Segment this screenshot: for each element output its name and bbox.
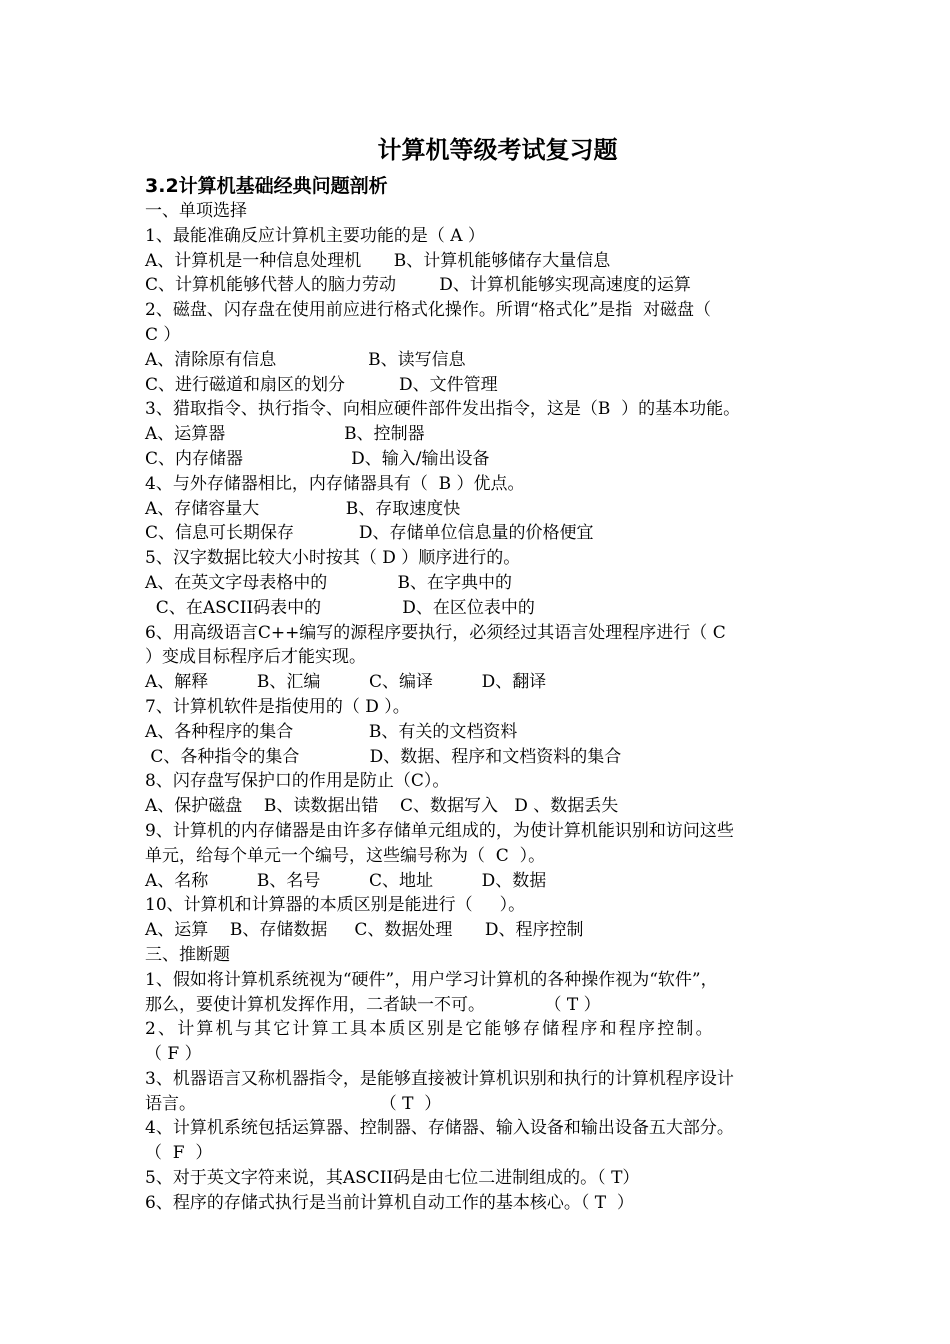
judgement-5: 5、对于英文字符来说，其ASCII码是由七位二进制组成的。（ T）: [145, 1168, 640, 1189]
question-6: 6、用高级语言C++编写的源程序要执行，必须经过其语言处理程序进行（ C: [145, 622, 726, 643]
judgement-4: 4、计算机系统包括运算器、控制器、存储器、输入设备和输出设备五大部分。: [145, 1118, 734, 1139]
question-10: 10、计算机和计算器的本质区别是能进行（ ）。: [145, 895, 526, 916]
question-4-options-cd: C、信息可长期保存 D、存储单位信息量的价格便宜: [145, 523, 594, 544]
question-2-options-ab: A、清除原有信息 B、读写信息: [145, 349, 466, 370]
question-5-options-cd: C、在ASCII码表中的 D、在区位表中的: [145, 597, 535, 618]
judgement-3: 3、机器语言又称机器指令，是能够直接被计算机识别和执行的计算机程序设计: [145, 1068, 734, 1089]
question-7-options-ab: A、各种程序的集合 B、有关的文档资料: [145, 721, 518, 742]
judgement-2-answer: （ F ）: [145, 1044, 202, 1065]
question-2-answer: C ）: [145, 324, 181, 345]
question-10-options: A、运算 B、存储数据 C、数据处理 D、程序控制: [145, 920, 584, 941]
question-5: 5、汉字数据比较大小时按其（ D ）顺序进行的。: [145, 548, 521, 569]
judgement-6: 6、程序的存储式执行是当前计算机自动工作的基本核心。（ T ）: [145, 1192, 634, 1213]
question-2-options-cd: C、进行磁道和扇区的划分 D、文件管理: [145, 374, 498, 395]
question-7-options-cd: C、各种指令的集合 D、数据、程序和文档资料的集合: [145, 746, 622, 767]
question-9-continued: 单元，给每个单元一个编号，这些编号称为（ C ）。: [145, 845, 546, 866]
question-3-options-ab: A、运算器 B、控制器: [145, 424, 425, 445]
question-9: 9、计算机的内存储器是由许多存储单元组成的，为使计算机能识别和访问这些: [145, 820, 734, 841]
question-2: 2、磁盘、闪存盘在使用前应进行格式化操作。所谓“格式化”是指 对磁盘（: [145, 300, 712, 321]
judgement-4-answer: （ F ）: [145, 1143, 213, 1164]
question-9-options: A、名称 B、名号 C、地址 D、数据: [145, 870, 547, 891]
question-8: 8、闪存盘写保护口的作用是防止（C）。: [145, 771, 450, 792]
section-title: 3.2计算机基础经典问题剖析: [145, 175, 388, 197]
judgement-3-continued: 语言。 （ T ）: [145, 1093, 442, 1114]
question-8-options: A、保护磁盘 B、读数据出错 C、数据写入 D 、数据丢失: [145, 796, 619, 817]
judgement-2: 2、计算机与其它计算工具本质区别是它能够存储程序和程序控制。: [145, 1019, 715, 1040]
question-6-continued: ）变成目标程序后才能实现。: [145, 647, 366, 668]
question-5-options-ab: A、在英文字母表格中的 B、在字典中的: [145, 572, 513, 593]
line-heading-single-choice: 一、单项选择: [145, 201, 247, 221]
question-4: 4、与外存储器相比，内存储器具有（ B ）优点。: [145, 473, 525, 494]
question-6-options: A、解释 B、汇编 C、编译 D、翻译: [145, 672, 547, 693]
document-title: 计算机等级考试复习题: [377, 136, 618, 164]
question-1-options-ab: A、计算机是一种信息处理机 B、计算机能够储存大量信息: [145, 250, 611, 271]
question-1: 1、最能准确反应计算机主要功能的是（ A ）: [145, 225, 485, 246]
question-1-options-cd: C、计算机能够代替人的脑力劳动 D、计算机能够实现高速度的运算: [145, 275, 691, 296]
question-3: 3、猎取指令、执行指令、向相应硬件部件发出指令，这是（B ）的基本功能。: [145, 399, 741, 420]
question-4-options-ab: A、存储容量大 B、存取速度快: [145, 498, 461, 519]
line-heading-true-false: 三、推断题: [145, 944, 230, 965]
judgement-1-continued: 那么，要使计算机发挥作用，二者缺一不可。 （ T ）: [145, 994, 601, 1015]
question-3-options-cd: C、内存储器 D、输入/输出设备: [145, 448, 490, 469]
judgement-1: 1、假如将计算机系统视为“硬件”，用户学习计算机的各种操作视为“软件”，: [145, 969, 718, 990]
question-7: 7、计算机软件是指使用的（ D ）。: [145, 696, 410, 717]
